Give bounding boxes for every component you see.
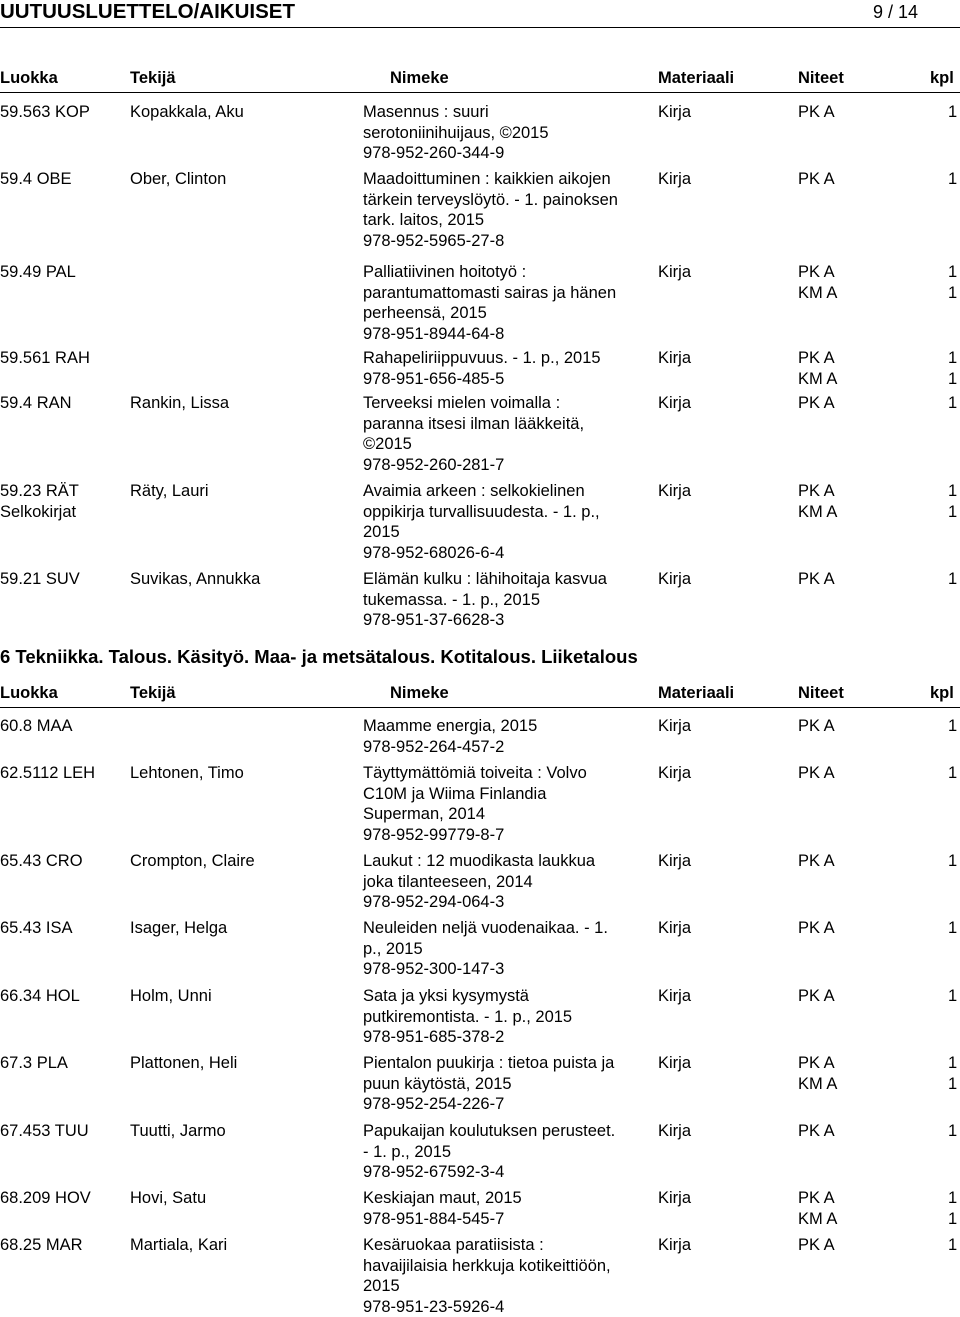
- entry-title-line: Superman, 2014: [363, 804, 653, 825]
- entry-copies-location-line: PK A: [798, 1121, 835, 1142]
- entry-count: [948, 716, 957, 737]
- entry-title: [363, 918, 653, 980]
- entry-class-code-line: 68.209 HOV: [0, 1188, 128, 1209]
- entry-title-line: 978-951-685-378-2: [363, 1027, 653, 1048]
- entry-copies-location: [798, 716, 835, 737]
- entry-copies-location-line: PK A: [798, 569, 835, 590]
- entry-class-code: [0, 918, 128, 939]
- entry-count: [948, 102, 957, 123]
- entry-title: [363, 1121, 653, 1183]
- entry-title: [363, 348, 653, 389]
- entry-title-line: Kesäruokaa paratiisista :: [363, 1235, 653, 1256]
- entry-class-code-line: Selkokirjat: [0, 502, 128, 523]
- entry-copies-location-line: PK A: [798, 262, 837, 283]
- entry-material: Kirja: [658, 102, 691, 123]
- entry-material: Kirja: [658, 1053, 691, 1074]
- entry-count-line: 1: [948, 1235, 957, 1256]
- entry-author: Ober, Clinton: [130, 169, 355, 190]
- entry-count-line: 1: [948, 369, 957, 390]
- entry-title-line: 978-951-23-5926-4: [363, 1297, 653, 1317]
- entry-copies-location: [798, 986, 835, 1007]
- entry-class-code-line: 59.563 KOP: [0, 102, 128, 123]
- column-header-tekija: Tekijä: [130, 683, 176, 704]
- entry-title-line: serotoniinihuijaus, ©2015: [363, 123, 653, 144]
- entry-author: Kopakkala, Aku: [130, 102, 355, 123]
- entry-copies-location-line: KM A: [798, 283, 837, 304]
- entry-title-line: Avaimia arkeen : selkokielinen: [363, 481, 653, 502]
- column-header-niteet: Niteet: [798, 68, 844, 89]
- entry-title-line: 978-951-8944-64-8: [363, 324, 653, 345]
- entry-class-code-line: 67.3 PLA: [0, 1053, 128, 1074]
- entry-copies-location: [798, 569, 835, 590]
- entry-count-line: 1: [948, 393, 957, 414]
- entry-title: [363, 763, 653, 845]
- entry-count: [948, 851, 957, 872]
- entry-class-code: [0, 851, 128, 872]
- entry-title-line: 978-951-884-545-7: [363, 1209, 653, 1230]
- entry-title: [363, 102, 653, 164]
- entry-title-line: puun käytöstä, 2015: [363, 1074, 653, 1095]
- entry-count-line: 1: [948, 1053, 957, 1074]
- entry-count: [948, 393, 957, 414]
- entry-author: Lehtonen, Timo: [130, 763, 355, 784]
- entry-title-line: 978-952-294-064-3: [363, 892, 653, 913]
- entry-class-code: [0, 1188, 128, 1209]
- entry-count-line: 1: [948, 763, 957, 784]
- entry-title-line: Laukut : 12 muodikasta laukkua: [363, 851, 653, 872]
- column-header-row-1: [0, 68, 960, 90]
- entry-class-code-line: 67.453 TUU: [0, 1121, 128, 1142]
- entry-copies-location: [798, 169, 835, 190]
- entry-material: Kirja: [658, 1121, 691, 1142]
- entry-title-line: 978-952-300-147-3: [363, 959, 653, 980]
- entry-title: [363, 393, 653, 475]
- entry-count: [948, 1188, 957, 1229]
- entry-author: Holm, Unni: [130, 986, 355, 1007]
- entry-author: Martiala, Kari: [130, 1235, 355, 1256]
- entry-count: [948, 569, 957, 590]
- entry-copies-location-line: KM A: [798, 1074, 837, 1095]
- entry-material: Kirja: [658, 481, 691, 502]
- entry-class-code-line: 59.49 PAL: [0, 262, 128, 283]
- entry-title-line: paranna itsesi ilman lääkkeitä,: [363, 414, 653, 435]
- entry-title-line: 2015: [363, 1276, 653, 1297]
- entry-title: [363, 851, 653, 913]
- entry-class-code: [0, 569, 128, 590]
- entry-title-line: Pientalon puukirja : tietoa puista ja: [363, 1053, 653, 1074]
- column-header-kpl: kpl: [930, 683, 954, 704]
- entry-count-line: 1: [948, 569, 957, 590]
- entry-class-code: [0, 1235, 128, 1256]
- entry-class-code-line: 65.43 ISA: [0, 918, 128, 939]
- entry-copies-location: [798, 348, 837, 389]
- entry-author: Crompton, Claire: [130, 851, 355, 872]
- entry-title: [363, 481, 653, 563]
- document-title: UUTUUSLUETTELO/AIKUISET: [0, 0, 295, 24]
- entry-title: [363, 1053, 653, 1115]
- entry-class-code-line: 59.561 RAH: [0, 348, 128, 369]
- entry-title-line: Maamme energia, 2015: [363, 716, 653, 737]
- entry-count-line: 1: [948, 102, 957, 123]
- entry-class-code: [0, 348, 128, 369]
- entry-copies-location-line: PK A: [798, 1235, 835, 1256]
- entry-title-line: Masennus : suuri: [363, 102, 653, 123]
- entry-title-line: 978-952-5965-27-8: [363, 231, 653, 252]
- entry-class-code: [0, 716, 128, 737]
- entry-count: [948, 1235, 957, 1256]
- entry-material: Kirja: [658, 569, 691, 590]
- entry-count: [948, 169, 957, 190]
- entry-title-line: - 1. p., 2015: [363, 1142, 653, 1163]
- entry-count: [948, 918, 957, 939]
- entry-copies-location-line: PK A: [798, 851, 835, 872]
- entry-count-line: 1: [948, 348, 957, 369]
- entry-author: Räty, Lauri: [130, 481, 355, 502]
- entry-title-line: 978-952-67592-3-4: [363, 1162, 653, 1183]
- entry-title-line: 978-951-656-485-5: [363, 369, 653, 390]
- entry-count-line: 1: [948, 986, 957, 1007]
- entry-count-line: 1: [948, 481, 957, 502]
- entry-material: Kirja: [658, 918, 691, 939]
- column-header-row-2: [0, 683, 960, 705]
- entry-count-line: 1: [948, 918, 957, 939]
- entry-title: [363, 569, 653, 631]
- entry-class-code-line: 65.43 CRO: [0, 851, 128, 872]
- entry-title: [363, 716, 653, 757]
- entry-title-line: Keskiajan maut, 2015: [363, 1188, 653, 1209]
- entry-title-line: havaijilaisia herkkuja kotikeittiöön,: [363, 1256, 653, 1277]
- entry-class-code-line: 59.23 RÄT: [0, 481, 128, 502]
- entry-copies-location: [798, 1121, 835, 1142]
- entry-copies-location: [798, 1188, 837, 1229]
- entry-copies-location: [798, 102, 835, 123]
- entry-title-line: 978-952-260-344-9: [363, 143, 653, 164]
- column-header-materiaali: Materiaali: [658, 68, 734, 89]
- entry-title-line: 2015: [363, 522, 653, 543]
- column-header-kpl: kpl: [930, 68, 954, 89]
- entry-copies-location-line: KM A: [798, 1209, 837, 1230]
- entry-copies-location-line: PK A: [798, 169, 835, 190]
- entry-title-line: 978-952-68026-6-4: [363, 543, 653, 564]
- column-header-materiaali: Materiaali: [658, 683, 734, 704]
- entry-copies-location-line: PK A: [798, 102, 835, 123]
- entry-title-line: tukemassa. - 1. p., 2015: [363, 590, 653, 611]
- entry-class-code: [0, 763, 128, 784]
- entry-author: Rankin, Lissa: [130, 393, 355, 414]
- entry-title-line: parantumattomasti sairas ja hänen: [363, 283, 653, 304]
- header-rule-1: [0, 92, 960, 93]
- entry-material: Kirja: [658, 393, 691, 414]
- entry-copies-location-line: KM A: [798, 369, 837, 390]
- entry-count-line: 1: [948, 1074, 957, 1095]
- entry-count: [948, 1121, 957, 1142]
- entry-copies-location-line: PK A: [798, 348, 837, 369]
- entry-count: [948, 348, 957, 389]
- entry-class-code: [0, 169, 128, 190]
- column-header-nimeke: Nimeke: [390, 68, 449, 89]
- entry-class-code-line: 66.34 HOL: [0, 986, 128, 1007]
- entry-class-code-line: 59.21 SUV: [0, 569, 128, 590]
- entry-class-code-line: 59.4 OBE: [0, 169, 128, 190]
- entry-count-line: 1: [948, 1209, 957, 1230]
- entry-title-line: 978-952-264-457-2: [363, 737, 653, 758]
- entry-title-line: 978-951-37-6628-3: [363, 610, 653, 631]
- entry-count-line: 1: [948, 1121, 957, 1142]
- entry-copies-location: [798, 481, 837, 522]
- entry-copies-location: [798, 262, 837, 303]
- entry-copies-location: [798, 851, 835, 872]
- entry-copies-location: [798, 763, 835, 784]
- entry-material: Kirja: [658, 1188, 691, 1209]
- entry-title-line: joka tilanteeseen, 2014: [363, 872, 653, 893]
- entry-title-line: Papukaijan koulutuksen perusteet.: [363, 1121, 653, 1142]
- entry-count: [948, 481, 957, 522]
- entry-class-code: [0, 393, 128, 414]
- entry-count: [948, 1053, 957, 1094]
- entry-material: Kirja: [658, 716, 691, 737]
- entry-title-line: perheensä, 2015: [363, 303, 653, 324]
- entry-title-line: Palliatiivinen hoitotyö :: [363, 262, 653, 283]
- entry-title: [363, 1235, 653, 1317]
- entry-material: Kirja: [658, 763, 691, 784]
- entry-copies-location-line: PK A: [798, 481, 837, 502]
- entry-class-code: [0, 1053, 128, 1074]
- entry-title-line: Sata ja yksi kysymystä: [363, 986, 653, 1007]
- column-header-niteet: Niteet: [798, 683, 844, 704]
- entry-copies-location: [798, 393, 835, 414]
- entry-title-line: 978-952-99779-8-7: [363, 825, 653, 846]
- entry-count-line: 1: [948, 851, 957, 872]
- column-header-tekija: Tekijä: [130, 68, 176, 89]
- column-header-luokka: Luokka: [0, 68, 58, 89]
- entry-title-line: 978-952-254-226-7: [363, 1094, 653, 1115]
- entry-class-code: [0, 481, 128, 522]
- entry-title-line: oppikirja turvallisuudesta. - 1. p.,: [363, 502, 653, 523]
- entry-copies-location: [798, 1053, 837, 1094]
- entry-title-line: Elämän kulku : lähihoitaja kasvua: [363, 569, 653, 590]
- entry-count: [948, 986, 957, 1007]
- entry-material: Kirja: [658, 1235, 691, 1256]
- entry-title-line: tärkein terveyslöytö. - 1. painoksen: [363, 190, 653, 211]
- entry-count-line: 1: [948, 716, 957, 737]
- entry-author: Plattonen, Heli: [130, 1053, 355, 1074]
- entry-copies-location-line: PK A: [798, 1188, 837, 1209]
- entry-class-code-line: 62.5112 LEH: [0, 763, 128, 784]
- entry-count-line: 1: [948, 1188, 957, 1209]
- entry-class-code-line: 60.8 MAA: [0, 716, 128, 737]
- entry-author: Suvikas, Annukka: [130, 569, 355, 590]
- entry-material: Kirja: [658, 169, 691, 190]
- entry-title-line: p., 2015: [363, 939, 653, 960]
- entry-class-code: [0, 1121, 128, 1142]
- entry-material: Kirja: [658, 851, 691, 872]
- header-rule-2: [0, 707, 960, 708]
- entry-class-code-line: 59.4 RAN: [0, 393, 128, 414]
- entry-copies-location: [798, 1235, 835, 1256]
- entry-title: [363, 986, 653, 1048]
- entry-copies-location-line: PK A: [798, 393, 835, 414]
- entry-title: [363, 1188, 653, 1229]
- entry-title-line: Neuleiden neljä vuodenaikaa. - 1.: [363, 918, 653, 939]
- entry-copies-location-line: PK A: [798, 716, 835, 737]
- entry-class-code: [0, 102, 128, 123]
- entry-class-code: [0, 986, 128, 1007]
- entry-count-line: 1: [948, 169, 957, 190]
- entry-copies-location-line: KM A: [798, 502, 837, 523]
- entry-class-code: [0, 262, 128, 283]
- entry-title-line: Täyttymättömiä toiveita : Volvo: [363, 763, 653, 784]
- entry-copies-location-line: PK A: [798, 918, 835, 939]
- entry-author: Tuutti, Jarmo: [130, 1121, 355, 1142]
- entry-title-line: Maadoittuminen : kaikkien aikojen: [363, 169, 653, 190]
- entry-material: Kirja: [658, 262, 691, 283]
- entry-title-line: Rahapeliriippuvuus. - 1. p., 2015: [363, 348, 653, 369]
- entry-count: [948, 262, 957, 303]
- entry-title-line: Terveeksi mielen voimalla :: [363, 393, 653, 414]
- entry-copies-location-line: PK A: [798, 763, 835, 784]
- entry-copies-location: [798, 918, 835, 939]
- entry-title: [363, 169, 653, 251]
- entry-material: Kirja: [658, 986, 691, 1007]
- column-header-luokka: Luokka: [0, 683, 58, 704]
- entry-material: Kirja: [658, 348, 691, 369]
- entry-title: [363, 262, 653, 344]
- entry-title-line: tark. laitos, 2015: [363, 210, 653, 231]
- entry-title-line: C10M ja Wiima Finlandia: [363, 784, 653, 805]
- entry-author: Isager, Helga: [130, 918, 355, 939]
- entry-copies-location-line: PK A: [798, 986, 835, 1007]
- entry-class-code-line: 68.25 MAR: [0, 1235, 128, 1256]
- entry-count-line: 1: [948, 262, 957, 283]
- page-number: 9 / 14: [873, 1, 918, 23]
- column-header-nimeke: Nimeke: [390, 683, 449, 704]
- entry-author: Hovi, Satu: [130, 1188, 355, 1209]
- entry-title-line: putkiremontista. - 1. p., 2015: [363, 1007, 653, 1028]
- section-heading: 6 Tekniikka. Talous. Käsityö. Maa- ja metsätalous. Kotitalous. Liiketalous: [0, 646, 638, 668]
- entry-count-line: 1: [948, 283, 957, 304]
- entry-count-line: 1: [948, 502, 957, 523]
- entry-count: [948, 763, 957, 784]
- entry-copies-location-line: PK A: [798, 1053, 837, 1074]
- top-rule: [0, 27, 960, 28]
- entry-title-line: ©2015: [363, 434, 653, 455]
- entry-title-line: 978-952-260-281-7: [363, 455, 653, 476]
